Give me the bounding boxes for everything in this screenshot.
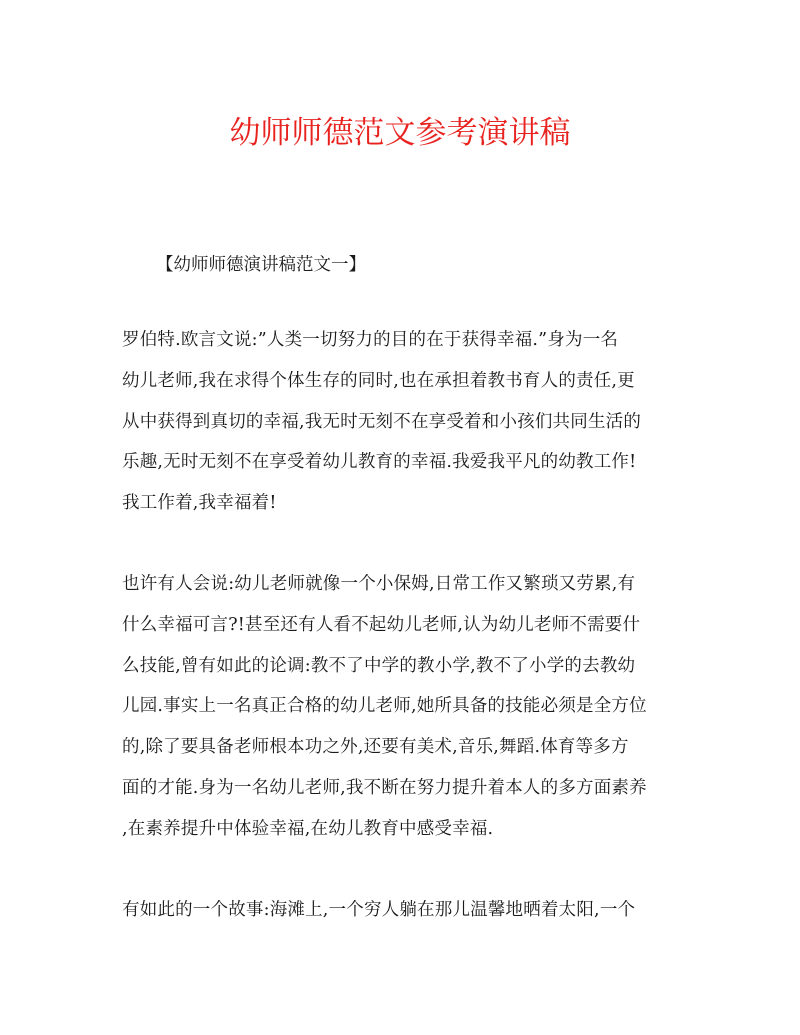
paragraph-line: 罗伯特.欧言文说:”人类一切努力的目的在于获得幸福.”身为一名 xyxy=(122,330,619,350)
paragraph-line: 的,除了要具备老师根本功之外,还要有美术,音乐,舞蹈.体育等多方 xyxy=(122,737,629,758)
paragraph-line: 幼儿老师,我在求得个体生存的同时,也在承担着教书育人的责任,更 xyxy=(122,370,635,391)
paragraph-3 xyxy=(122,890,682,931)
paragraph-line: 什么幸福可言?!甚至还有人看不起幼儿老师,认为幼儿老师不需要什 xyxy=(122,614,641,635)
paragraph-line: 从中获得到真切的幸福,我无时无刻不在享受着和小孩们共同生活的 xyxy=(122,411,642,432)
page-title: 幼师师德范文参考演讲稿 xyxy=(229,115,571,151)
paragraph-line: 面的才能.身为一名幼儿老师,我不断在努力提升着本人的多方面素养 xyxy=(122,777,647,798)
section-heading: 【幼师师德演讲稿范文一】 xyxy=(156,255,366,275)
paragraph-line: ,在素养提升中体验幸福,在幼儿教育中感受幸福. xyxy=(122,818,494,839)
paragraph-line: 乐趣,无时无刻不在享受着幼儿教育的幸福.我爱我平凡的幼教工作! xyxy=(122,452,637,473)
paragraph-line: 也许有人会说:幼儿老师就像一个小保姆,日常工作又繁琐又劳累,有 xyxy=(122,574,636,594)
paragraph-line: 我工作着,我幸福着! xyxy=(122,493,277,514)
paragraph-1 xyxy=(122,320,682,524)
paragraph-line: 么技能,曾有如此的论调:教不了中学的教小学,教不了小学的去教幼 xyxy=(122,655,636,676)
paragraph-line: 儿园.事实上一名真正合格的幼儿老师,她所具备的技能必须是全方位 xyxy=(122,696,647,717)
paragraph-2 xyxy=(122,564,682,850)
paragraph-line: 有如此的一个故事:海滩上,一个穷人躺在那儿温馨地晒着太阳,一个 xyxy=(122,900,636,920)
